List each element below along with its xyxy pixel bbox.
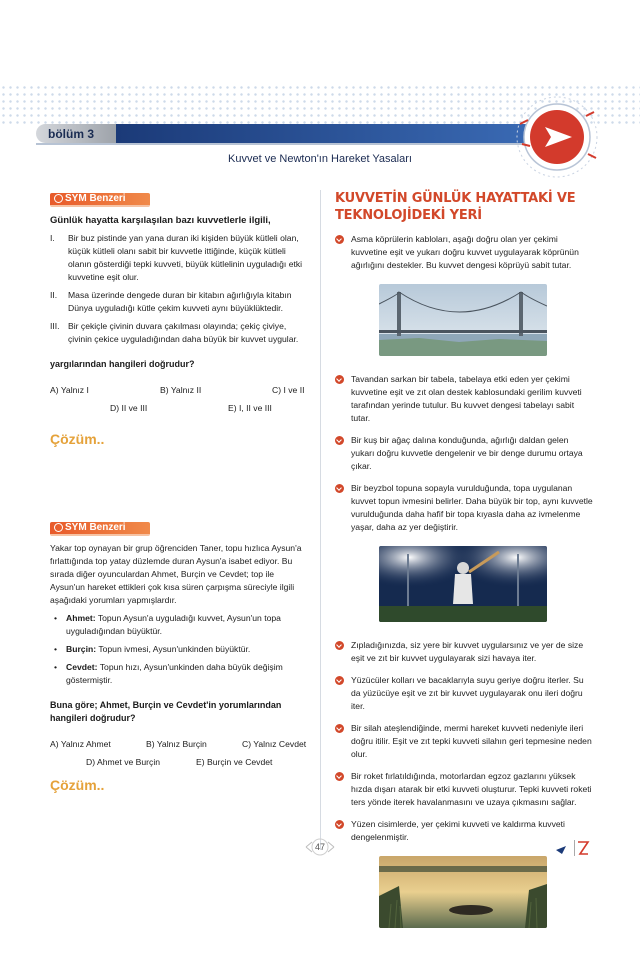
osym-badge — [50, 522, 150, 536]
info-text: Bir silah ateşlendiğinde, mermi hareket kuvveti nedeniyle ileri doğru itilir. Eşit ve zıt tepki kuvveti silahın geri tepmesine neden olur. — [351, 723, 592, 759]
chevron-bullet-icon — [335, 820, 344, 829]
info-text: Bir roket fırlatıldığında, motorlardan egzoz gazlarını yüksek hızda dışarı atarak bir etki kuvveti oluşturur. Tepki kuvveti roketi ters yönde iterek havalanmasını ve uzaya çıkmasını sağlar. — [351, 771, 592, 807]
info-text: Bir beyzbol topuna sopayla vurulduğunda, topa uygulanan kuvvet topun ivmesini belirler. Daha büyük bir top, aynı kuvvetle vurulduğunda daha hafif bir topa kıyasla daha az ivmelenme yaşar, daha az yer değiştirir. — [351, 483, 593, 532]
info-text: Tavandan sarkan bir tabela, tabelaya etki eden yer çekimi kuvvetine eşit ve zıt olan destek kablosundaki gerilim kuvveti tarafından yerinde tutulur. Bu kuvvet dengesi tabelayı sabit tutar. — [351, 374, 582, 423]
baseball-player-image — [379, 546, 547, 622]
info-item — [335, 373, 593, 425]
right-column — [335, 190, 593, 933]
statement-text: Bir çekiçle çivinin duvara çakılması olayında; çekiç çiviye, çivinin çekice uyguladığından daha büyük bir kuvvet uygular. — [68, 321, 299, 344]
header-title-bar — [116, 124, 534, 143]
option-a[interactable]: A) Yalnız Ahmet — [50, 739, 111, 749]
statement-text: Bir buz pistinde yan yana duran iki kişiden büyük kütleli olan, küçük kütleli olanı sabit bir kuvvetle ittiğinde, küçük kütleli olanın gösterdiği tepki kuvveti, büyük kütlelinin uyguladığı etki kuvvetine eşit olur. — [68, 233, 303, 282]
comment-burcin — [50, 643, 308, 656]
info-text: Yüzücüler kolları ve bacaklarıyla suyu geriye doğru iterler. Su da yüzücüye eşit ve zıt bir kuvvet uygulayarak onu ileri doğru iter. — [351, 675, 584, 711]
chevron-bullet-icon — [335, 235, 344, 244]
bullet-icon: • — [54, 644, 58, 654]
header-underline — [36, 143, 542, 145]
statement-number: III. — [50, 321, 60, 331]
osym-badge — [50, 193, 150, 207]
question-prompt: yargılarından hangileri doğrudur? — [50, 359, 195, 369]
info-item — [335, 233, 593, 272]
footer-brand-icon — [552, 838, 592, 858]
chevron-bullet-icon — [335, 484, 344, 493]
option-d[interactable]: D) II ve III — [110, 403, 148, 413]
statement-number: I. — [50, 233, 55, 243]
statement-2 — [50, 289, 308, 315]
statement-3 — [50, 320, 308, 346]
comment-text: Topun Aysun'a uyguladığı kuvvet, Aysun'un topa uyguladığından büyüktür. — [66, 613, 281, 636]
info-text: Asma köprülerin kabloları, aşağı doğru olan yer çekimi kuvvetine eşit ve yukarı doğru kuvvet uygulayarak köprünün ağırlığını destekler. Bu kuvvet dengesi köprüyü sabit tutar. — [351, 234, 579, 270]
info-text: Bir kuş bir ağaç dalına konduğunda, ağırlığı daldan gelen yukarı doğru kuvvetle dengelenir ve bir denge durumu ortaya çıkar. — [351, 435, 583, 471]
option-e[interactable]: E) I, II ve III — [228, 403, 272, 413]
statement-number: II. — [50, 290, 58, 300]
option-a[interactable]: A) Yalnız I — [50, 385, 89, 395]
solution-label: Çözüm.. — [50, 777, 105, 793]
chevron-bullet-icon — [335, 375, 344, 384]
osym-icon — [54, 523, 63, 532]
comment-text: Topun ivmesi, Aysun'unkinden büyüktür. — [98, 644, 251, 654]
answer-options — [50, 739, 308, 773]
comment-author: Burçin: — [66, 644, 97, 654]
statement-text: Masa üzerinde dengede duran bir kitabın ağırlığıyla kitabın Dünya uyguladığı kütle çekim kuvveti aynı büyüklüktedir. — [68, 290, 292, 313]
option-b[interactable]: B) Yalnız Burçin — [146, 739, 207, 749]
page-number-text: 47 — [314, 842, 325, 852]
info-item — [335, 770, 593, 809]
question-prompt: Buna göre; Ahmet, Burçin ve Cevdet'in yorumlarından hangileri doğrudur? — [50, 700, 282, 723]
bullet-icon: • — [54, 613, 58, 623]
info-item — [335, 434, 593, 473]
left-column — [50, 190, 308, 793]
comment-author: Ahmet: — [66, 613, 96, 623]
answer-options — [50, 385, 308, 419]
publisher-logo-icon — [514, 94, 600, 180]
question-stem: Yakar top oynayan bir grup öğrenciden Taner, topu hızlıca Aysun'a fırlattığında top yatay düzlemde duran Aysun'a isabet ediyor. Bu sırada diğer oyunculardan Ahmet, Burçin ve Cevdet; top ile Aysun'un hareket ettikleri çok kısa süren çarpışma süreciyle ilgili aşağıdaki yorumları yapmışlardır. — [50, 543, 302, 605]
comment-cevdet — [50, 661, 308, 687]
info-text: Yüzen cisimlerde, yer çekimi kuvveti ve kaldırma kuvveti dengelenmiştir. — [351, 819, 565, 842]
bullet-icon: • — [54, 662, 58, 672]
comment-text: Topun hızı, Aysun'unkinden daha büyük değişim göstermiştir. — [66, 662, 283, 685]
comment-ahmet — [50, 612, 308, 638]
info-item — [335, 722, 593, 761]
option-c[interactable]: C) I ve II — [272, 385, 305, 395]
option-d[interactable]: D) Ahmet ve Burçin — [86, 757, 161, 767]
column-divider — [320, 190, 321, 850]
osym-icon — [54, 194, 63, 203]
info-text: Zıpladığınızda, siz yere bir kuvvet uygularsınız ve yer de size eşit ve zıt bir kuvvet uygulayarak sizi havaya iter. — [351, 640, 584, 663]
info-item — [335, 482, 593, 534]
question-1 — [50, 190, 308, 447]
info-item — [335, 674, 593, 713]
page-number — [300, 836, 340, 858]
chevron-bullet-icon — [335, 724, 344, 733]
option-e[interactable]: E) Burçin ve Cevdet — [196, 757, 273, 767]
info-item — [335, 639, 593, 665]
chevron-bullet-icon — [335, 436, 344, 445]
comment-author: Cevdet: — [66, 662, 98, 672]
suspension-bridge-image — [379, 284, 547, 356]
statement-1 — [50, 232, 308, 284]
chevron-bullet-icon — [335, 772, 344, 781]
section-heading: KUVVETİN GÜNLÜK HAYATTAKİ VE TEKNOLOJİDEKİ YERİ — [335, 191, 576, 223]
chevron-bullet-icon — [335, 641, 344, 650]
badge-label: SYM Benzeri — [65, 522, 126, 533]
option-b[interactable]: B) Yalnız II — [160, 385, 202, 395]
question-2 — [50, 519, 308, 793]
chapter-title: Kuvvet ve Newton'ın Hareket Yasaları — [228, 153, 412, 165]
section-tab: bölüm 3 — [36, 124, 116, 143]
boat-on-lake-image — [379, 856, 547, 928]
solution-label: Çözüm.. — [50, 431, 105, 447]
question-stem: Günlük hayatta karşılaşılan bazı kuvvetlerle ilgili, — [50, 215, 271, 226]
badge-label: SYM Benzeri — [65, 193, 126, 204]
option-c[interactable]: C) Yalnız Cevdet — [242, 739, 307, 749]
chevron-bullet-icon — [335, 676, 344, 685]
